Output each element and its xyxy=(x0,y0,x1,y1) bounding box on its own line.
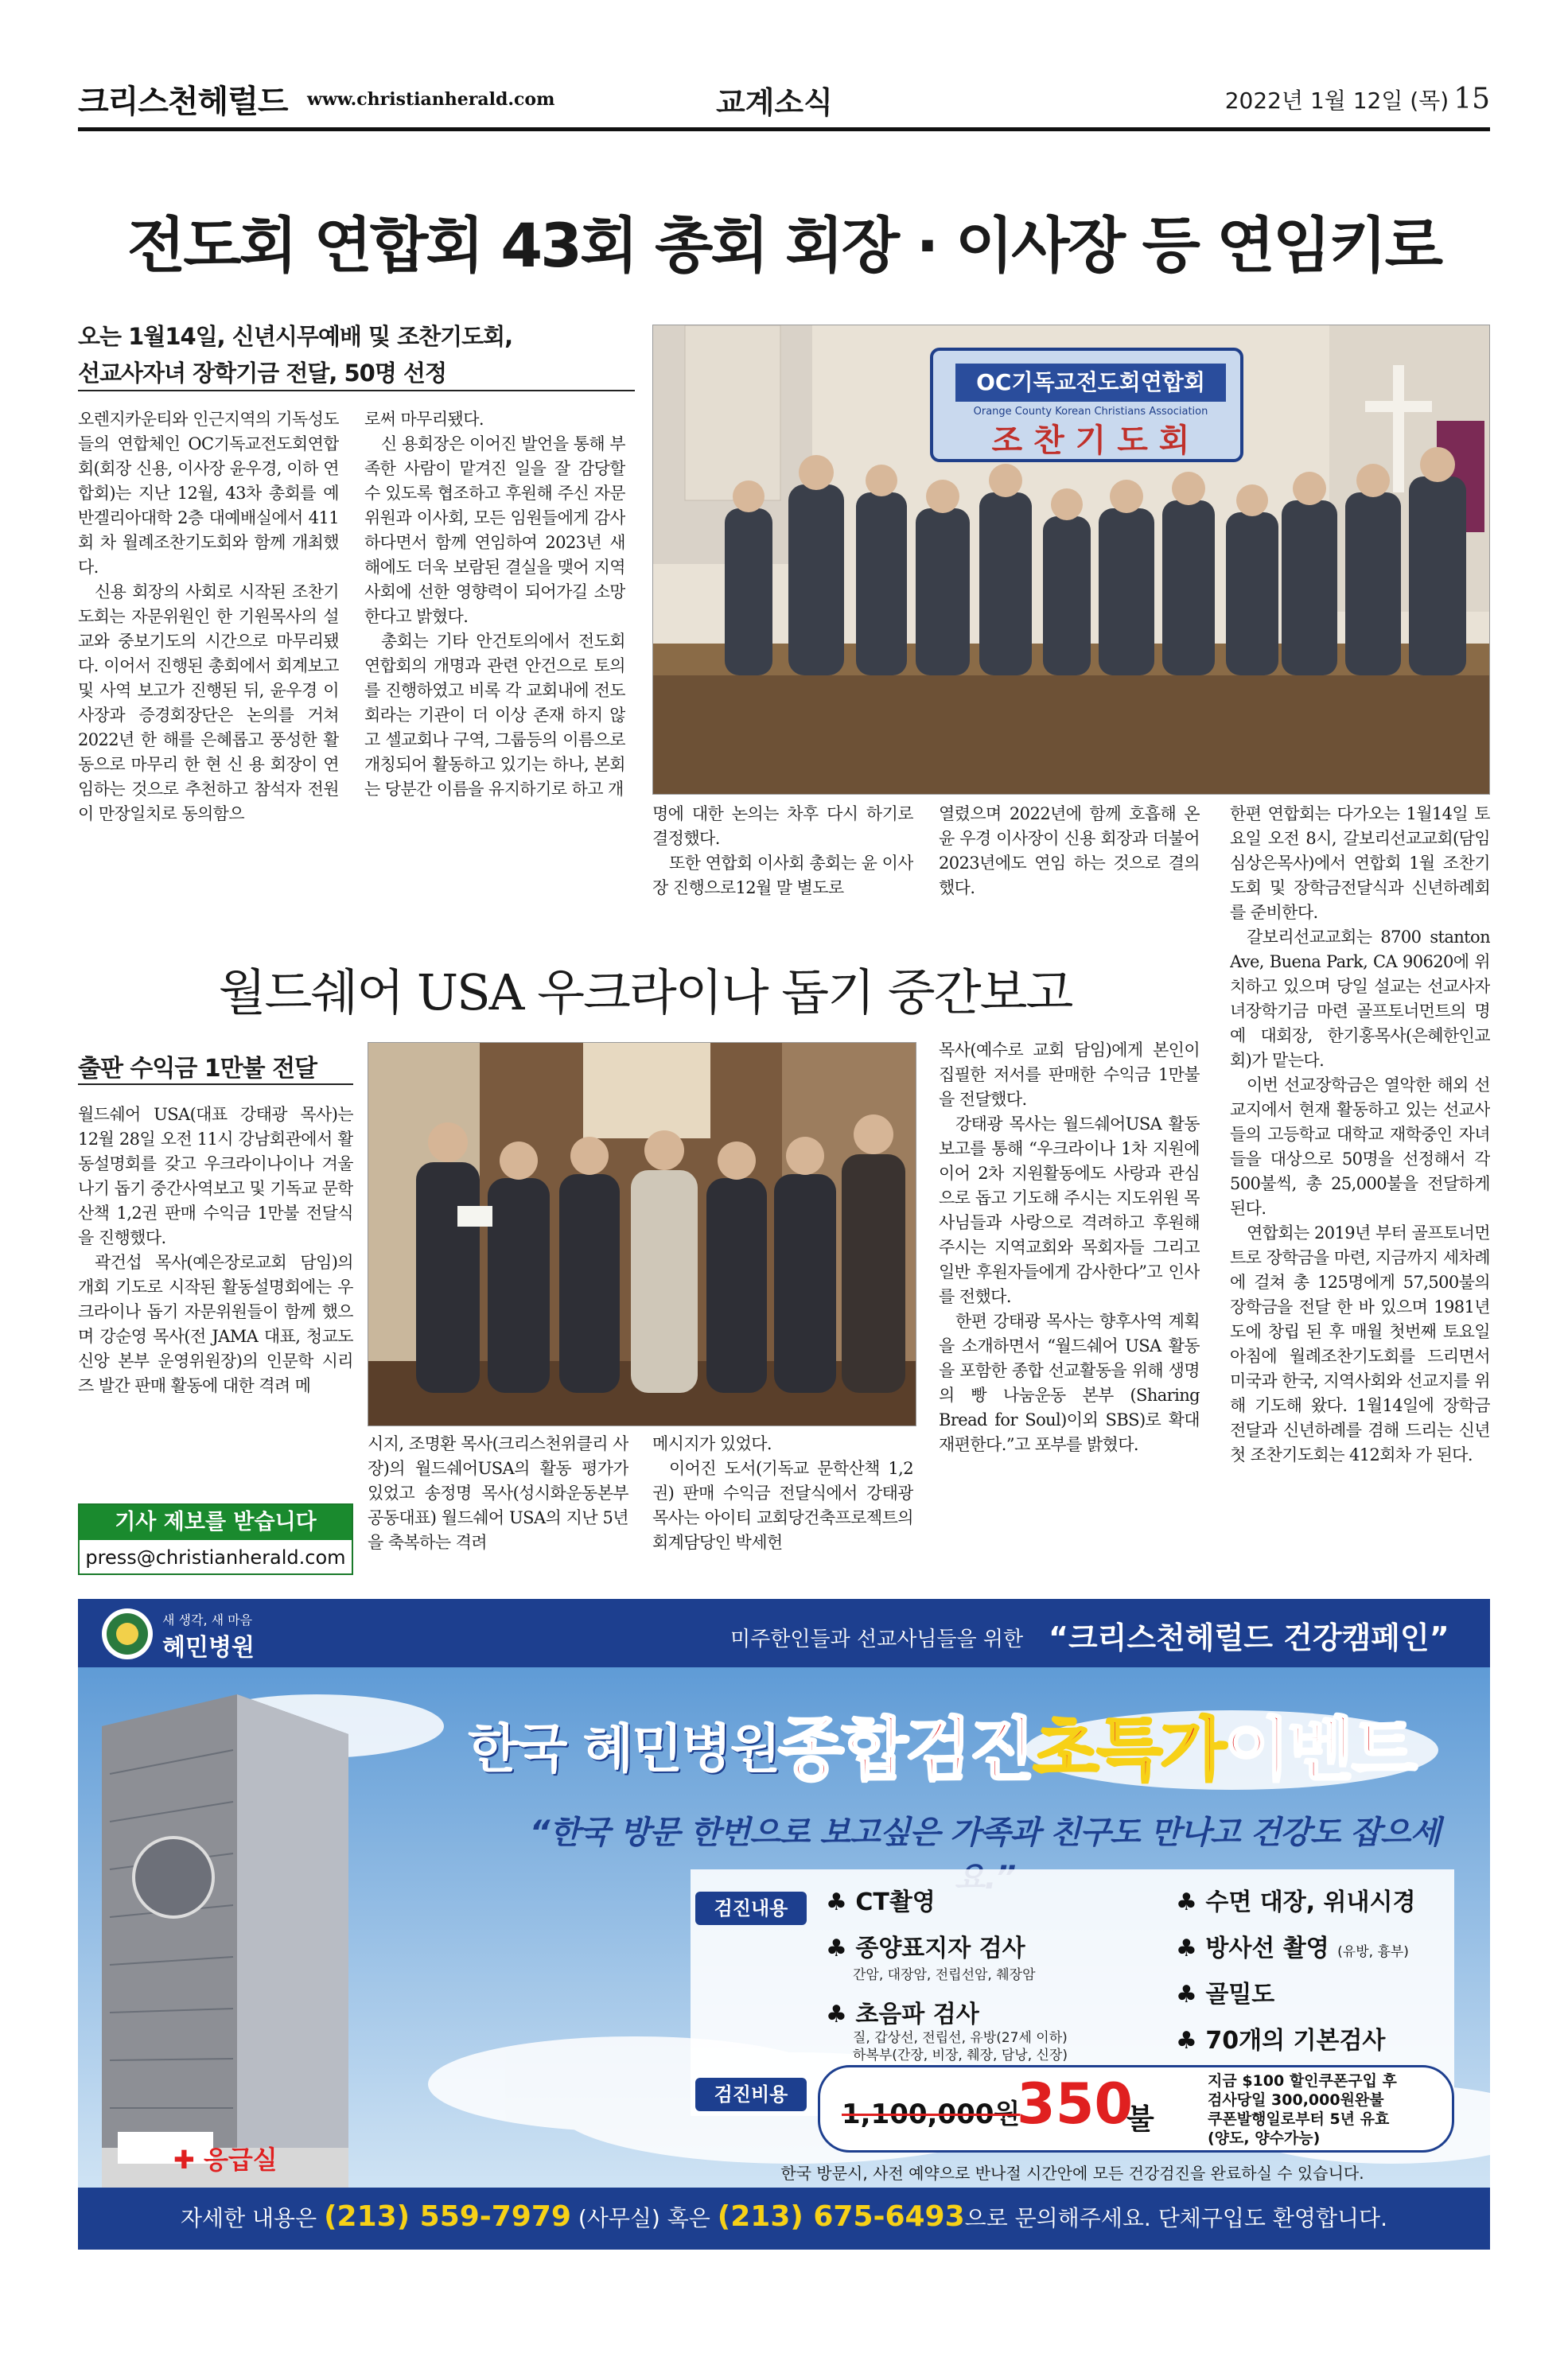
paragraph: 열렸으며 2022년에 함께 호흡해 온 윤 우경 이사장이 신용 회장과 더불어 2023년에도 연임 하는 것으로 결의했다. xyxy=(939,804,1200,897)
section-name: 교계소식 xyxy=(716,85,833,120)
phone-mobile[interactable]: (213) 675-6493 xyxy=(717,2200,965,2233)
article-2-subhead: 출판 수익금 1만불 전달 xyxy=(78,1055,317,1083)
subhead-line-1: 오는 1월14일, 신년시무예배 및 조찬기도회, xyxy=(78,323,513,350)
checkup-item: ♣ 70개의 기본검사 xyxy=(1176,2027,1386,2055)
event-part-1: 종합검진 xyxy=(778,1710,1033,1790)
paragraph: 연합회는 2019년 부터 골프토너먼트로 장학금을 마련, 지금까지 세차례에 걸쳐 총 125명에게 57,500불의 장학금을 전달 한 바 있으며 1981년도에 창립 된 후 매월 첫번째 토요일 아침에 월례조찬기도회를 드리면서 미국과 한국, 지역사회와 선교지를 위해 기도해 왔다. 1월14일에 장학금 전달과 신년하례를 겸해 드리는 신년 첫 조찬기도회는 412회차 가 된다. xyxy=(1230,1223,1490,1464)
items-left-list xyxy=(826,1877,1160,2064)
ad-note: 한국 방문시, 사전 예약으로 반나절 시간안에 모든 건강검진을 완료하실 수 있습니다. xyxy=(780,2164,1364,2183)
tip-title: 기사 제보를 받습니다 xyxy=(80,1505,352,1540)
article-1-column-5 xyxy=(1230,802,1490,1573)
subhead-line-2: 선교사자녀 장학기금 전달, 50명 선정 xyxy=(78,360,446,387)
banner-event: 조 찬 기 도 회 xyxy=(991,422,1190,459)
hospital-logo-icon xyxy=(102,1608,153,1659)
paragraph: 목사(예수로 교회 담임)에게 본인이 집필한 저서를 판매한 수익금 1만불을 전달했다. xyxy=(939,1040,1200,1109)
article-1-headline: 전도회 연합회 43회 총회 회장 · 이사장 등 연임키로 xyxy=(126,210,1442,281)
article-1-column-4 xyxy=(939,802,1200,905)
group-photo xyxy=(652,325,1490,795)
checkup-item: ♣ 종양표지자 검사 xyxy=(826,1935,1025,1962)
header-rule xyxy=(78,127,1490,131)
presentation-photo-illustration xyxy=(368,1043,916,1426)
masthead-url: www.christianherald.com xyxy=(307,89,555,110)
paragraph: 메시지가 있었다. xyxy=(652,1434,772,1453)
coupon-info: 지금 $100 할인쿠폰구입 후 검사당일 300,000원완불 쿠폰발행일로부터 5년 유효 (양도, 양수가능) xyxy=(1208,2072,1397,2147)
event-part-2: 초특가 xyxy=(1033,1710,1224,1790)
campaign-title: “크리스천헤럴드 건강캠페인” xyxy=(1049,1620,1449,1655)
checkup-item: ♣ 방사선 촬영 (유방, 흉부) xyxy=(1176,1935,1409,1962)
paragraph: 또한 연합회 이사회 총회는 윤 이사장 진행으로12월 말 별도로 xyxy=(652,854,913,897)
paragraph: 총회는 기타 안건토의에서 전도회연합회의 개명과 관련 안건으로 토의를 진행하였고 비록 각 교회내에 전도회라는 기관이 더 이상 존재 하지 않고 셀교회나 구역, 그룹등의 이름으로 개칭되어 활동하고 있기는 하나, 본회는 당분간 이름을 유지하기로 하고 개 xyxy=(364,632,625,799)
issue-date xyxy=(1225,83,1490,115)
subhead-rule xyxy=(78,390,635,391)
paragraph: 신용 회장의 사회로 시작된 조찬기도회는 자문위원인 한 기원목사의 설교와 중보기도의 시간으로 마무리됐다. 이어서 진행된 총회에서 회계보고 및 사역 보고가 진행된 뒤, 윤우경 이사장과 증경회장단은 논의를 거쳐 2022년 한 해를 은혜롭고 풍성한 활동으로 마무리 한 현 신 용 회장이 연임하는 것으로 추천하고 참석자 전원이 만장일치로 동의함으 xyxy=(78,582,339,823)
paragraph: 한편 연합회는 다가오는 1월14일 토요일 오전 8시, 갈보리선교교회(담임 심상은목사)에서 연합회 1월 조찬기도회 및 장학금전달식과 신년하례회를 준비한다. xyxy=(1230,804,1490,922)
phone-office[interactable]: (213) 559-7979 xyxy=(324,2200,571,2233)
checkup-item: ♣ 초음파 검사 xyxy=(826,2001,979,2028)
article-1-column-3 xyxy=(652,802,913,905)
old-price: 1,100,000원 xyxy=(842,2098,1021,2130)
tip-email[interactable]: press@christianherald.com xyxy=(85,1546,346,1569)
banner-subtitle: Orange County Korean Christians Association xyxy=(973,406,1208,418)
paragraph: 이번 선교장학금은 열악한 해외 선교지에서 현재 활동하고 있는 선교사들의 고등학교 대학교 재학중인 자녀들을 대상으로 50명을 선정해서 각 500불씩, 총 25,000불을 전달하게 된다. xyxy=(1230,1075,1490,1218)
new-price-unit: 불 xyxy=(1126,2103,1154,2136)
news-tip-box xyxy=(78,1503,353,1575)
banner-title: OC기독교전도회연합회 xyxy=(976,369,1205,395)
checkup-item: ♣ 수면 대장, 위내시경 xyxy=(1176,1888,1416,1916)
paragraph: 신 용회장은 이어진 발언을 통해 부족한 사람이 맡겨진 일을 잘 감당할 수 있도록 협조하고 후원해 주신 자문위원과 이사회, 모든 임원들에게 감사하다면서 함께 연임하여 2023년 새해에도 더욱 보람된 결실을 맺어 지역사회에 선한 영향력이 되어가길 소망한다고 밝혔다. xyxy=(364,434,625,626)
campaign-prefix: 미주한인들과 선교사님들을 위한 xyxy=(730,1628,1024,1651)
items-right-list xyxy=(1176,1877,1446,2056)
hospital-name: 한국 혜민병원 xyxy=(468,1718,780,1779)
article-1-subhead xyxy=(78,318,635,391)
price-label: 검진비용 xyxy=(695,2078,807,2111)
article-2-column-3 xyxy=(652,1432,913,1575)
checkup-item-detail: 간암, 대장암, 전립선암, 췌장암 xyxy=(853,1967,1036,1983)
paragraph: 갈보리선교교회는 8700 stanton Ave, Buena Park, CA 90620에 위치하고 있으며 당일 설교는 선교사자녀장학기금 마련 골프토너먼트의 명예 대회장, 한기홍목사(은혜한인교회)가 맡는다. xyxy=(1230,928,1490,1070)
article-2-column-1 xyxy=(78,1103,353,1494)
paragraph: 오렌지카운티와 인근지역의 기독성도들의 연합체인 OC기독교전도회연합회(회장 신용, 이사장 윤우경, 이하 연합회)는 지난 12월, 43차 총회를 예반겔리아대학 2층 대예배실에서 411회 차 월례조찬기도회와 함께 개최했다. xyxy=(78,410,339,577)
logo-tagline: 새 생각, 새 마음 xyxy=(162,1612,253,1628)
checkup-item: ♣ CT촬영 xyxy=(826,1888,936,1916)
checkup-item-detail: 질, 갑상선, 전립선, 유방(27세 이하) 하복부(간장, 비장, 췌장, 담낭, 신장) xyxy=(853,2030,1068,2063)
event-part-3: 이벤트 xyxy=(1224,1710,1415,1790)
article-2-column-2 xyxy=(368,1432,628,1575)
page-number: 15 xyxy=(1453,83,1490,115)
date-text: 2022년 1월 12일 (목) xyxy=(1224,88,1449,114)
group-photo-illustration xyxy=(653,325,1490,795)
building-sign: ✚ 응급실 xyxy=(173,2145,278,2175)
paragraph: 시지, 조명환 목사(크리스천위클리 사장)의 월드쉐어USA의 활동 평가가 있었고 송정명 목사(성시화운동본부 공동대표) 월드쉐어 USA의 지난 5년을 축복하는 격려 xyxy=(368,1434,628,1552)
paragraph: 명에 대한 논의는 차후 다시 하기로 결정했다. xyxy=(652,804,913,848)
ad-slogan: “한국 방문 한번으로 보고싶은 가족과 친구도 만나고 건강도 잡으세 xyxy=(529,1814,1441,1851)
article-2-headline: 월드쉐어 USA 우크라이나 돕기 중간보고 xyxy=(218,963,1072,1021)
paragraph: 이어진 도서(기독교 문학산책 1,2권) 판매 수익금 전달식에서 강태광 목사는 아이티 교회당건축프로젝트의 회계담당인 박세헌 xyxy=(652,1459,913,1552)
hospital-advertisement xyxy=(78,1599,1490,2250)
paragraph: 강태광 목사는 월드쉐어USA 활동 보고를 통해 “우크라이나 1차 지원에 이어 2차 지원활동에도 사랑과 관심으로 돕고 기도해 주시는 지도위원 목사님들과 사랑으로 격려하고 후원해 주시는 지역교회와 목회자들 그리고 일반 후원자들에게 감사한다”고 인사를 전했다. xyxy=(939,1114,1200,1306)
subhead-rule xyxy=(78,1083,353,1085)
presentation-photo xyxy=(368,1042,916,1426)
paragraph: 한편 강태광 목사는 향후사역 계획을 소개하면서 “월드쉐어 USA 활동을 포함한 종합 선교활동을 위해 생명의 빵 나눔운동 본부 (Sharing Bread for Soul)이외 SBS)로 확대 재편한다.”고 포부를 밝혔다. xyxy=(939,1312,1200,1454)
logo-name: 혜민병원 xyxy=(162,1634,255,1662)
checkup-item: ♣ 골밀도 xyxy=(1176,1981,1275,2009)
article-1-column-2 xyxy=(364,407,625,900)
items-label: 검진내용 xyxy=(695,1892,807,1925)
ad-contact: 자세한 내용은 (213) 559-7979 (사무실) 혹은 (213) 675-6493으로 문의해주세요. 단체구입도 환영합니다. xyxy=(180,2200,1388,2233)
article-2-column-4 xyxy=(939,1038,1200,1573)
article-1-column-1 xyxy=(78,407,339,900)
paragraph: 월드쉐어 USA(대표 강태광 목사)는 12월 28일 오전 11시 강남회관에서 활동설명회를 갖고 우크라이나이나 겨울나기 돕기 중간사역보고 및 기독교 문학산책 1,2권 판매 수익금 1만불 전달식을 진행했다. xyxy=(78,1105,353,1247)
paragraph: 로써 마무리됐다. xyxy=(364,410,484,429)
paragraph: 곽건섭 목사(예은장로교회 담임)의 개회 기도로 시작된 활동설명회에는 우크라이나 돕기 자문위원들이 함께 했으며 강순영 목사(전 JAMA 대표, 청교도 신앙 본부 운영위원장)의 인문학 시리즈 발간 판매 활동에 대한 격려 메 xyxy=(78,1253,353,1395)
masthead-name: 크리스천헤럴드 xyxy=(78,84,288,120)
new-price: 350 xyxy=(1017,2071,1134,2137)
event-title xyxy=(778,1694,1415,1793)
